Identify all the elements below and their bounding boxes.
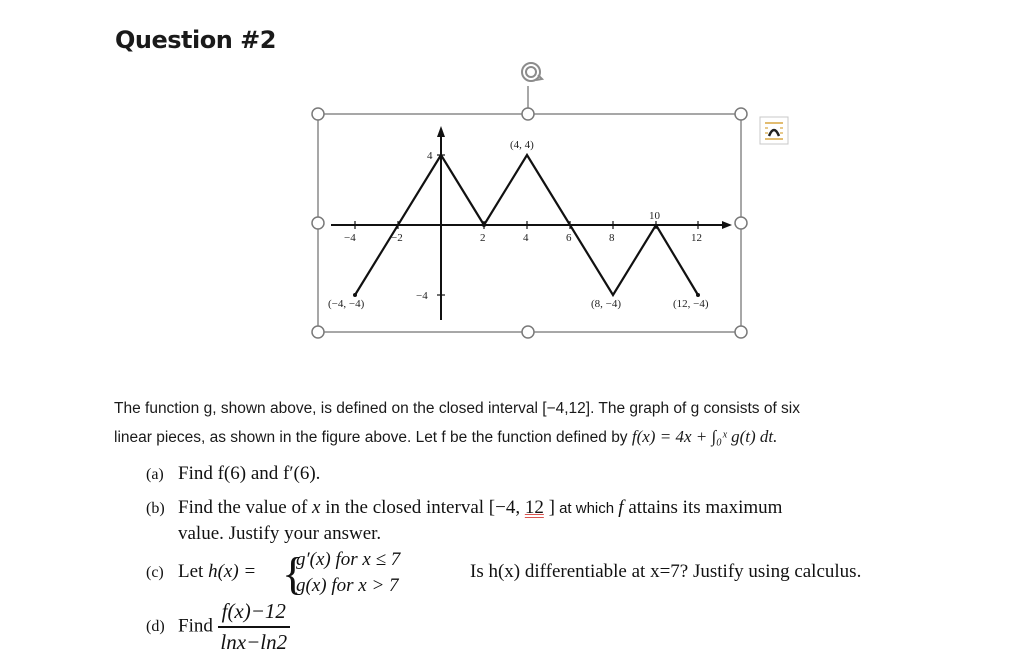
resize-handle-bottom-right[interactable] — [735, 326, 747, 338]
spellcheck-flag[interactable]: 12 — [524, 497, 544, 518]
piecewise-case-2: g(x) for x > 7 — [296, 575, 399, 596]
point-label: (4, 4) — [510, 139, 534, 151]
layout-options-button[interactable] — [760, 117, 788, 144]
x-tick-label: 2 — [480, 232, 486, 244]
x-tick-label: −2 — [391, 232, 403, 244]
x-axis-arrow — [722, 221, 732, 229]
x-tick-label: 8 — [609, 232, 615, 244]
y-tick-label: 4 — [427, 150, 433, 162]
resize-handle-right[interactable] — [735, 217, 747, 229]
x-tick-label: 10 — [649, 210, 660, 222]
point-label: (12, −4) — [673, 298, 709, 310]
rotate-handle-icon[interactable] — [522, 63, 542, 81]
piecewise-brace: { — [282, 548, 305, 599]
part-a: (a) Find f(6) and f′(6). — [146, 463, 321, 484]
part-b-line-2: value. Justify your answer. — [178, 523, 382, 544]
x-tick-label: 4 — [523, 232, 529, 244]
page-title: Question #2 — [115, 26, 276, 54]
resize-handle-top-left[interactable] — [312, 108, 324, 120]
fraction-denominator: lnx−ln2 — [220, 630, 288, 654]
fraction-numerator: f(x)−12 — [218, 599, 290, 628]
problem-intro — [114, 395, 924, 452]
fraction — [218, 599, 290, 655]
f-definition: f(x) = 4x + ∫₀ˣ g(t) dt. — [631, 427, 778, 446]
resize-handle-bottom[interactable] — [522, 326, 534, 338]
piecewise-case-1: g′(x) for x ≤ 7 — [296, 549, 401, 570]
point-label: (−4, −4) — [328, 298, 365, 310]
x-tick-label: −4 — [344, 232, 356, 244]
resize-handle-bottom-left[interactable] — [312, 326, 324, 338]
part-c: (c) Let h(x) = { g′(x) for x ≤ 7 g(x) for x > 7 Is h(x) differentiable at x=7? Justify using calculus. — [146, 548, 862, 599]
x-tick-label: 12 — [691, 232, 702, 244]
y-axis-arrow — [437, 126, 445, 137]
point-label: (8, −4) — [591, 298, 622, 310]
intro-line-2: linear pieces, as shown in the figure above. Let f be the function defined by f(x) = 4x + ∫₀ˣ g(t) dt. — [114, 427, 778, 446]
y-tick-label: −4 — [416, 290, 428, 302]
part-b: (b) Find the value of x in the closed interval [−4, 12 ] at which f attains its maximum — [146, 497, 783, 518]
selection-frame[interactable] — [318, 86, 741, 332]
part-d: (d) Find $\frac{f(x)-12}{\ln x-\ln 2}$ — [146, 599, 290, 655]
resize-handle-top[interactable] — [522, 108, 534, 120]
part-c-question: Is h(x) differentiable at x=7? Justify using calculus. — [470, 561, 862, 582]
resize-handle-left[interactable] — [312, 217, 324, 229]
intro-line-1: The function g, shown above, is defined on the closed interval [−4,12]. The graph of g consists of six — [114, 400, 801, 417]
resize-handle-top-right[interactable] — [735, 108, 747, 120]
x-tick-label: 6 — [566, 232, 572, 244]
